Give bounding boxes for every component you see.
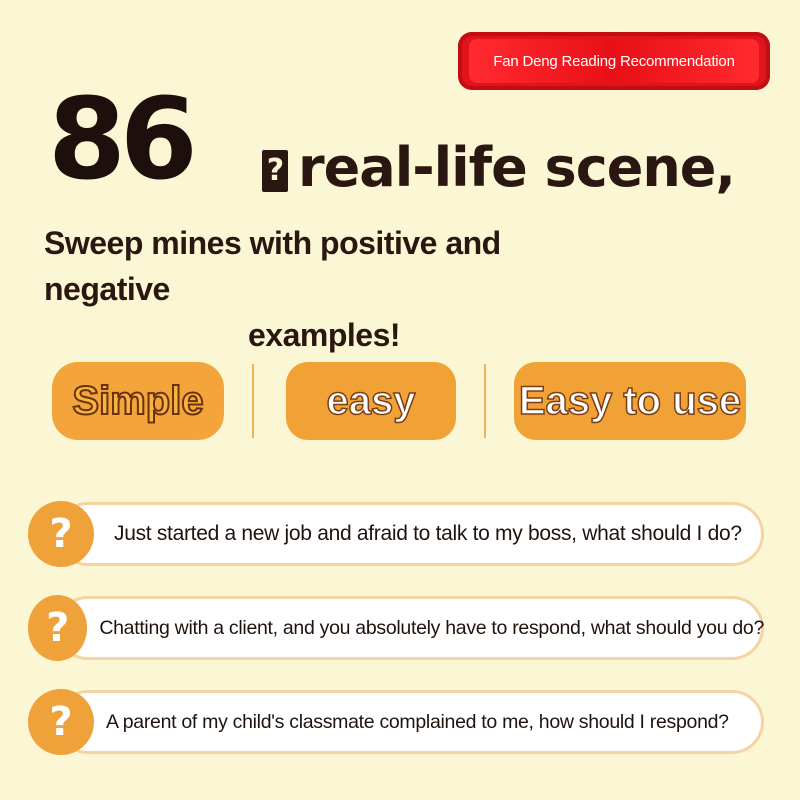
badge-label: Fan Deng Reading Recommendation	[493, 52, 735, 70]
question-mark-icon: ?	[28, 595, 87, 661]
question-item	[28, 690, 764, 754]
tag-label: Easy to use	[518, 378, 742, 423]
subtitle-line-1: Sweep mines with positive and negative	[44, 225, 501, 307]
tag-label: Simple	[72, 378, 204, 423]
headline-text: real-life scene,	[298, 136, 735, 199]
question-item	[28, 502, 764, 566]
question-box-icon: ?	[262, 150, 288, 192]
divider	[484, 364, 486, 438]
subtitle	[44, 220, 604, 358]
question-text: Chatting with a client, and you absolutely have to respond, what should you do?	[99, 616, 764, 639]
question-item	[28, 596, 764, 660]
tag-easy-to-use	[514, 362, 746, 440]
question-text: A parent of my child's classmate complained to me, how should I respond?	[106, 710, 729, 733]
question-mark-icon: ?	[28, 501, 94, 567]
tag-label: easy	[326, 378, 416, 423]
question-mark-icon: ?	[28, 689, 94, 755]
headline	[262, 128, 735, 208]
tag-easy	[286, 362, 456, 440]
badge-inner	[469, 39, 759, 83]
tag-simple	[52, 362, 224, 440]
divider	[252, 364, 254, 438]
subtitle-line-2: examples!	[247, 317, 401, 353]
recommendation-badge	[458, 32, 770, 90]
question-text: Just started a new job and afraid to talk to my boss, what should I do?	[114, 522, 742, 545]
scene-count: 86	[48, 75, 192, 205]
